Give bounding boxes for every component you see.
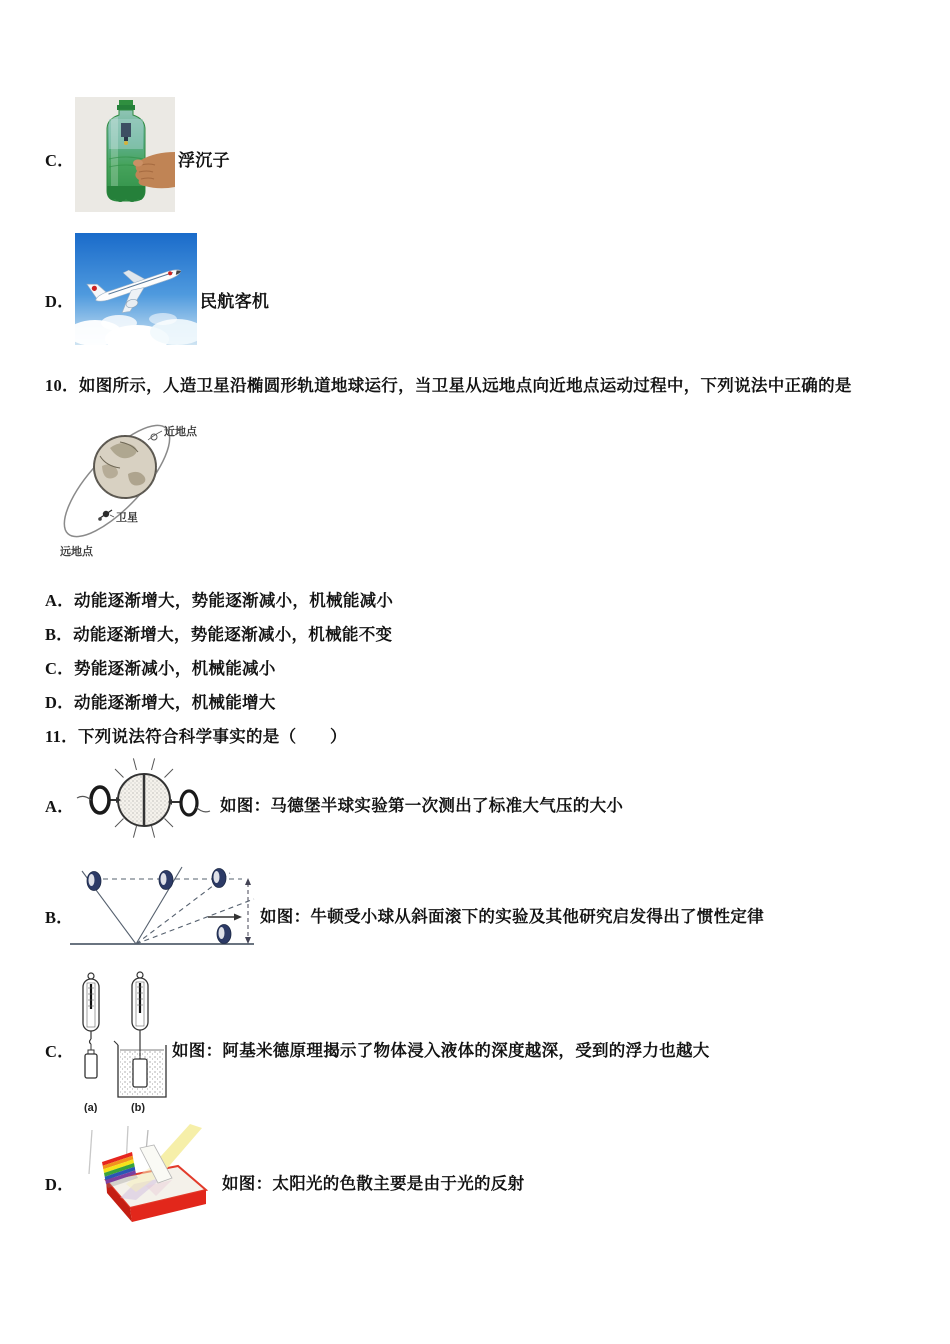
magdeburg-hemispheres-diagram <box>72 756 217 844</box>
q11-stem: 11．下列说法符合科学事实的是（ ） <box>45 727 347 746</box>
q9-option-c-letter: C． <box>45 151 75 170</box>
q10-stem: 10．如图所示，人造卫星沿椭圆形轨道地球运行，当卫星从远地点向近地点运动过程中，下列说法中正确的是 <box>45 376 852 395</box>
satellite-orbit-diagram <box>50 418 240 566</box>
q11-option-a-text: 如图：马德堡半球实验第一次测出了标准大气压的大小 <box>220 796 624 815</box>
q9-option-c-caption: 浮沉子 <box>178 151 230 170</box>
hemisphere-sphere-icon <box>118 774 170 826</box>
perigee-leader-line <box>148 431 162 440</box>
height-marker <box>245 878 251 944</box>
pull-ring-left-icon <box>77 787 121 813</box>
q10-option-d: D．动能逐渐增大，机械能增大 <box>45 693 276 712</box>
q10-option-b: B．动能逐渐增大，势能逐渐减小，机械能不变 <box>45 625 393 644</box>
q11-option-a-letter: A． <box>45 797 75 816</box>
airliner-image <box>75 233 197 345</box>
q10-option-c: C．势能逐渐减小，机械能减小 <box>45 659 276 678</box>
earth-icon <box>94 436 157 499</box>
spring-scale-buoyancy-diagram <box>74 971 170 1113</box>
q11-option-b-text: 如图：牛顿受小球从斜面滚下的实验及其他研究启发得出了惯性定律 <box>260 907 764 926</box>
q11-option-c-text: 如图：阿基米德原理揭示了物体浸入液体的深度越深，受到的浮力也越大 <box>172 1041 710 1060</box>
sub-label-b: (b) <box>131 1102 146 1113</box>
pull-ring-right-icon <box>168 791 210 815</box>
q9-option-d-letter: D． <box>45 292 75 311</box>
q11-option-c-letter: C． <box>45 1042 75 1061</box>
q11-option-b-letter: B． <box>45 908 74 927</box>
satellite-leader-line <box>110 515 114 517</box>
cartesian-diver-image <box>75 97 175 212</box>
sub-label-a: (a) <box>84 1102 98 1113</box>
q11-option-d-text: 如图：太阳光的色散主要是由于光的反射 <box>222 1174 525 1193</box>
q10-option-a: A．动能逐渐增大，势能逐渐减小，机械能减小 <box>45 591 394 610</box>
spring-scale-b-icon <box>132 972 148 1059</box>
apogee-label: 远地点 <box>60 546 93 558</box>
q9-option-d-caption: 民航客机 <box>200 292 270 311</box>
satellite-label: 卫星 <box>116 512 138 524</box>
galileo-incline-diagram <box>62 857 257 950</box>
spring-scale-a-icon <box>83 973 99 1078</box>
perigee-label: 近地点 <box>164 426 197 438</box>
light-dispersion-diagram <box>76 1122 211 1222</box>
q11-option-d-letter: D． <box>45 1175 75 1194</box>
